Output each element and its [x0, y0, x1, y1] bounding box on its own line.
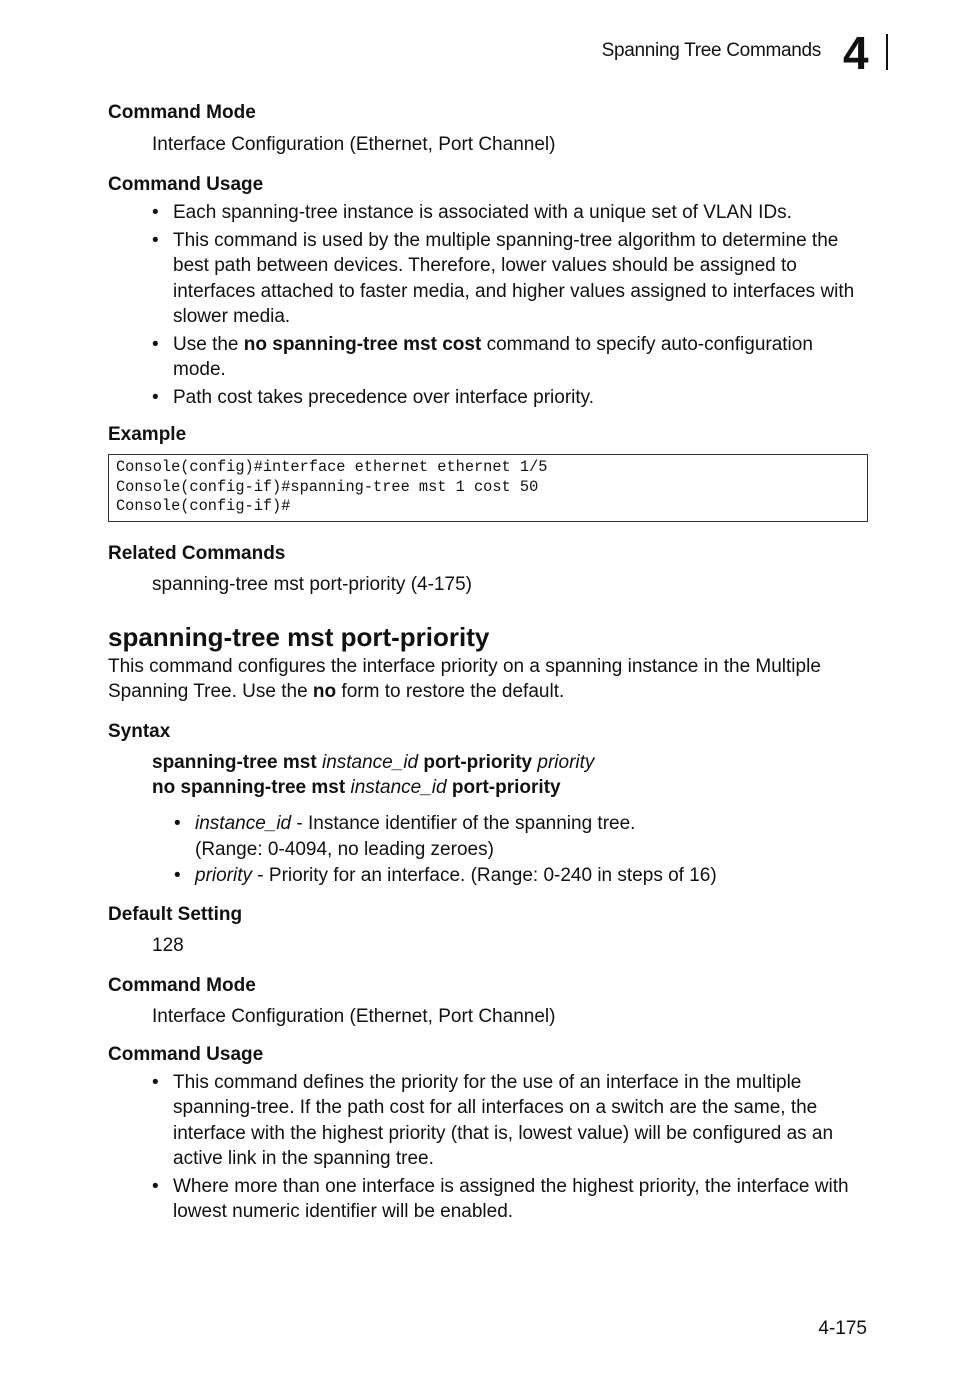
param-name: instance_id [195, 812, 292, 834]
chapter-number: 4 [843, 27, 869, 79]
page-number: 4-175 [818, 1318, 867, 1339]
syntax-param: priority [537, 751, 595, 773]
list-item [195, 811, 868, 837]
related-command-text: spanning-tree mst port-priority (4-175) [152, 573, 472, 595]
code-line: Console(config)#interface ethernet ethernet 1/5 [116, 458, 548, 476]
syntax-line [108, 775, 868, 800]
list-item: • This command is used by the multiple spanning-tree algorithm to determine the best path between devices. Therefore, lower values should be assigned to interfaces attached to faster media, and higher values assigned to interfaces with slower media. [173, 228, 868, 330]
usage-list [108, 1070, 868, 1225]
command-mode-text: Interface Configuration (Ethernet, Port Channel) [152, 134, 556, 155]
header-rule [886, 34, 888, 70]
syntax-cmd: no spanning-tree mst [152, 776, 346, 798]
list-item: • Path cost takes precedence over interface priority. [173, 385, 868, 411]
section-title: spanning-tree mst port-priority [108, 621, 490, 652]
page-content [108, 102, 868, 1227]
usage3-post: command to specify auto-configuration mode. [173, 333, 813, 380]
syntax-cmd: spanning-tree mst [152, 751, 317, 773]
syntax-line [108, 750, 868, 775]
code-example [108, 454, 868, 522]
syntax-param: instance_id [321, 751, 419, 773]
desc-pre: This command configures the interface priority on a spanning instance in the Multiple Spanning Tree. Use the [108, 655, 821, 702]
list-item: • Where more than one interface is assigned the highest priority, the interface with lowest numeric identifier will be enabled. [173, 1174, 868, 1225]
syntax-cmd: port-priority [423, 751, 533, 773]
syntax-cmd: port-priority [451, 776, 561, 798]
list-item [173, 332, 868, 383]
param-desc: - Priority for an interface. (Range: 0-240 in steps of 16) [252, 865, 717, 886]
section-description [108, 654, 868, 704]
usage-list [108, 200, 868, 410]
usage3-command: no spanning-tree mst cost [243, 333, 482, 355]
syntax-param: instance_id [350, 776, 447, 798]
heading-related-commands: Related Commands [108, 542, 286, 564]
usage3-pre: Use the [173, 333, 244, 355]
running-header: Spanning Tree Commands [601, 40, 821, 61]
heading-syntax: Syntax [108, 720, 171, 742]
desc-no: no [312, 680, 337, 702]
code-line: Console(config-if)# [116, 497, 291, 515]
heading-default-setting: Default Setting [108, 903, 243, 925]
heading-command-mode: Command Mode [108, 974, 256, 996]
param-name: priority [195, 865, 253, 886]
heading-command-usage: Command Usage [108, 1043, 264, 1065]
code-line: Console(config-if)#spanning-tree mst 1 cost 50 [116, 477, 539, 496]
heading-command-usage: Command Usage [108, 174, 264, 195]
command-mode-text: Interface Configuration (Ethernet, Port Channel) [152, 1005, 556, 1027]
default-value: 128 [152, 934, 184, 956]
param-desc: - Instance identifier of the spanning tree. [291, 812, 636, 834]
desc-post: form to restore the default. [336, 680, 565, 702]
heading-command-mode: Command Mode [108, 102, 256, 123]
list-item: • Each spanning-tree instance is associated with a unique set of VLAN IDs. [173, 200, 868, 226]
list-item [195, 863, 868, 889]
list-item: • This command defines the priority for the use of an interface in the multiple spanning-tree. If the path cost for all interfaces on a switch are the same, the interface with the highest priority (that is, lowest value) will be configured as an active link in the spanning tree. [173, 1070, 868, 1172]
param-range: (Range: 0-4094, no leading zeroes) [195, 839, 494, 860]
heading-example: Example [108, 424, 187, 445]
parameter-list [108, 811, 868, 889]
